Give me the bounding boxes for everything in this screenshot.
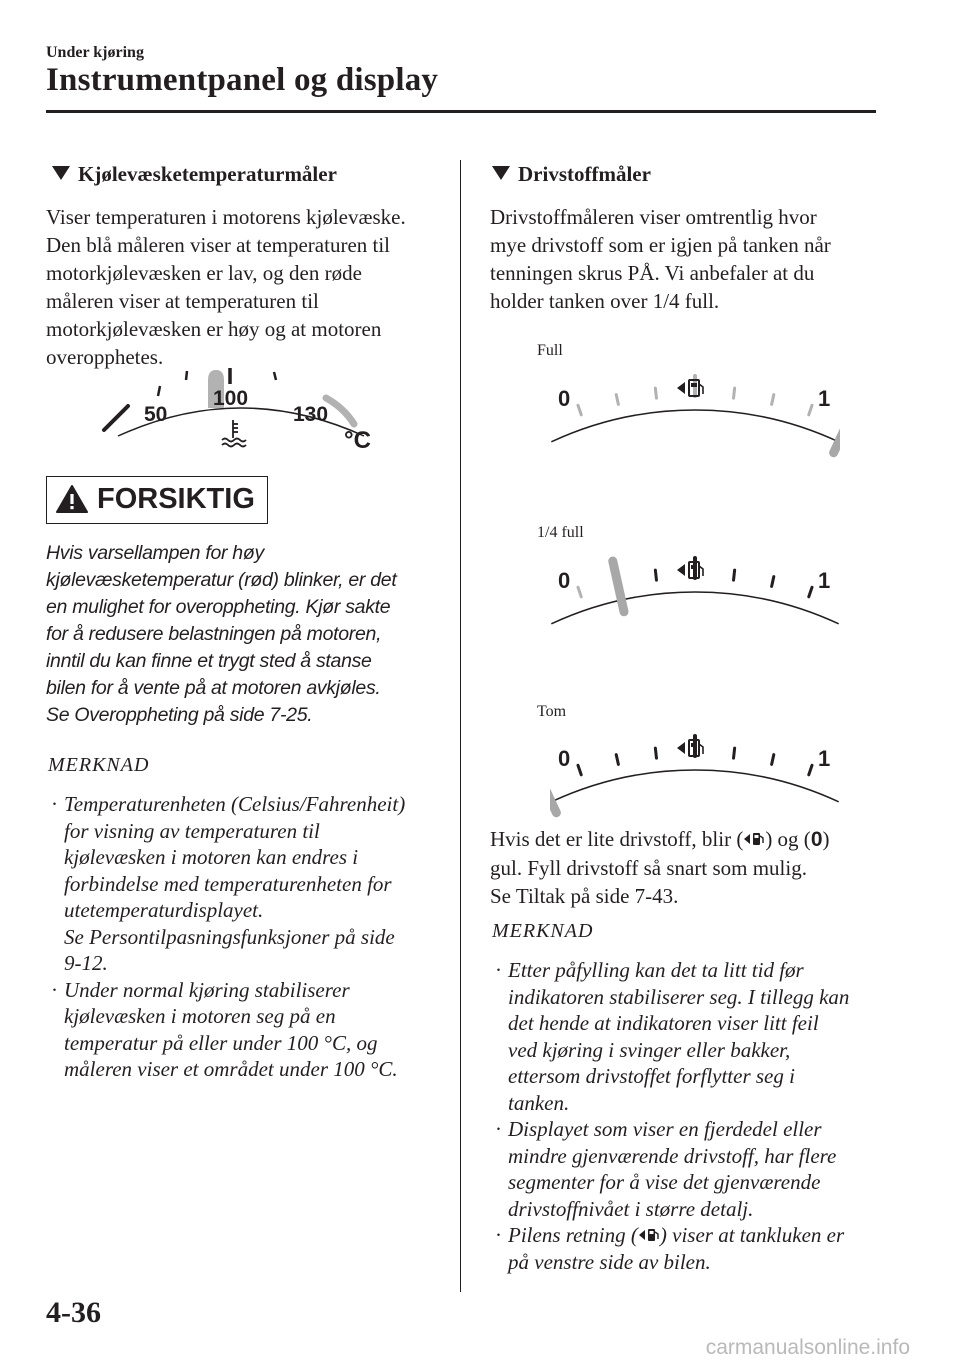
text-line: mindre gjenværende drivstoff, har flere xyxy=(508,1143,837,1168)
text-fragment: ) xyxy=(822,827,830,851)
text-line: mye drivstoff som er igjen på tanken når xyxy=(490,233,831,257)
text-line: kjølevæsketemperatur (rød) blinker, er det xyxy=(46,569,397,591)
bullet: · xyxy=(495,1117,502,1141)
text-line xyxy=(490,825,890,854)
text-line: for å redusere belastningen på motoren, xyxy=(46,623,382,645)
gauge-tick xyxy=(772,755,774,765)
list-item xyxy=(46,791,456,977)
page-number: 4-36 xyxy=(46,1296,101,1329)
zero-indicator: 0 xyxy=(810,828,823,851)
fuel-gauge-heading-text: Drivstoffmåler xyxy=(518,162,651,186)
fuel-pump-icon xyxy=(677,562,703,578)
fuel-pump-icon xyxy=(677,380,703,396)
cross-reference-link[interactable]: Se Tiltak på side 7-43. xyxy=(490,884,679,908)
gauge-arc xyxy=(551,410,838,442)
gauge-arc xyxy=(551,770,838,802)
text-line: motorkjølevæsken er høy og at motoren xyxy=(46,317,382,341)
fuel-gauge-label-empty: Tom xyxy=(537,703,567,720)
text-line: kjølevæsken i motoren seg på en xyxy=(64,1004,336,1028)
section-triangle-icon xyxy=(52,166,70,180)
gauge-label-50: 50 xyxy=(144,403,168,426)
gauge-tick xyxy=(578,405,581,414)
gauge-tick xyxy=(734,748,735,758)
coolant-temperature-icon xyxy=(222,420,246,447)
text-line xyxy=(508,1222,890,1249)
text-line: på venstre side av bilen. xyxy=(508,1249,711,1274)
note-list xyxy=(490,957,890,1275)
column-divider xyxy=(460,160,461,1292)
text-line: utetemperaturdisplayet. xyxy=(64,898,264,922)
cross-reference-link[interactable]: Se Overoppheting på side 7-25. xyxy=(46,704,313,726)
text-line: Temperaturenheten (Celsius/Fahrenheit) xyxy=(64,792,406,816)
coolant-gauge-heading xyxy=(52,162,337,187)
gauge-label-130: 130 xyxy=(293,403,329,426)
list-item xyxy=(490,957,890,1116)
text-line: det hende at indikatoren viser litt feil xyxy=(508,1011,819,1035)
gauge-tick xyxy=(772,395,774,405)
cross-reference-link[interactable]: 9-12. xyxy=(64,951,108,975)
gauge-tick xyxy=(809,405,812,414)
fuel-gauge-empty xyxy=(550,730,840,830)
text-line: holder tanken over 1/4 full. xyxy=(490,289,720,313)
gauge-needle xyxy=(613,561,624,612)
bullet: · xyxy=(51,792,58,816)
fuel-pump-icon xyxy=(743,830,765,848)
gauge-label-min: 0 xyxy=(558,746,571,771)
gauge-label-max: 1 xyxy=(818,386,831,411)
gauge-tick xyxy=(772,577,774,587)
coolant-temperature-gauge xyxy=(96,358,386,458)
text-line: tenningen skrus PÅ. Vi anbefaler at du xyxy=(490,261,815,285)
note-title: MERKNAD xyxy=(48,754,150,776)
gauge-tick xyxy=(655,570,656,580)
bullet: · xyxy=(495,1223,502,1247)
text-line: tanken. xyxy=(508,1090,570,1115)
text-fragment: Hvis det er lite drivstoff, blir ( xyxy=(490,827,744,851)
text-line: overopphetes. xyxy=(46,345,164,369)
text-line: ettersom drivstoffet forflytter seg i xyxy=(508,1064,795,1088)
fuel-gauge-description xyxy=(490,203,890,315)
text-line: Den blå måleren viser at temperaturen til xyxy=(46,233,391,257)
gauge-tick-cold xyxy=(104,406,128,430)
coolant-gauge-heading-text: Kjølevæsketemperaturmåler xyxy=(78,162,337,186)
text-line: motorkjølevæsken er lav, og den røde xyxy=(46,261,362,285)
gauge-tick xyxy=(616,395,618,405)
text-line: gul. Fyll drivstoff så snart som mulig. xyxy=(490,856,807,880)
text-line: inntil du kan finne et trygt sted å stanse xyxy=(46,650,372,672)
gauge-tick xyxy=(186,371,187,380)
bullet: · xyxy=(495,958,502,982)
gauge-needle xyxy=(834,406,840,453)
note-list xyxy=(46,791,456,1083)
text-line: ved kjøring i svinger eller bakker, xyxy=(508,1037,791,1062)
caution-box xyxy=(46,476,268,524)
text-line: temperatur på eller under 100 °C, og xyxy=(64,1030,378,1055)
text-line: Viser temperaturen i motorens kjølevæske. xyxy=(46,205,406,229)
gauge-tick xyxy=(655,748,656,758)
gauge-tick xyxy=(616,755,618,765)
gauge-label-max: 1 xyxy=(818,746,831,771)
gauge-tick xyxy=(809,587,812,596)
gauge-label-max: 1 xyxy=(818,568,831,593)
caution-text xyxy=(46,540,446,729)
gauge-tick xyxy=(578,765,581,774)
gauge-tick xyxy=(158,386,160,396)
gauge-tick xyxy=(274,372,276,380)
fuel-gauge-full xyxy=(550,370,840,470)
text-line: drivstoffnivået i større detalj. xyxy=(508,1196,754,1221)
gauge-arc xyxy=(551,592,838,624)
text-line: forbindelse med temperaturenheten for xyxy=(64,871,392,896)
fuel-gauge-label-full: Full xyxy=(537,342,563,359)
text-line: Etter påfylling kan det ta litt tid før xyxy=(508,958,804,982)
gauge-tick xyxy=(578,587,581,596)
gauge-unit: °C xyxy=(344,427,371,454)
fuel-gauge-heading xyxy=(492,162,651,187)
note-title: MERKNAD xyxy=(492,920,594,942)
gauge-tick xyxy=(655,388,656,398)
list-item xyxy=(490,1222,890,1275)
low-fuel-text xyxy=(490,825,890,910)
cross-reference-link[interactable]: Se Persontilpasningsfunksjoner på side xyxy=(64,924,395,949)
fuel-gauge-quarter xyxy=(550,552,840,652)
gauge-label-min: 0 xyxy=(558,568,571,593)
fuel-pump-icon xyxy=(677,740,703,756)
gauge-tick xyxy=(734,570,735,580)
fuel-gauge-label-quarter: 1/4 full xyxy=(537,524,584,541)
text-fragment: Pilens retning ( xyxy=(508,1223,638,1247)
text-line: segmenter for å vise det gjenværende xyxy=(508,1170,821,1194)
chapter-title: Instrumentpanel og display xyxy=(46,62,439,98)
watermark: carmanualsonline.info xyxy=(705,1336,910,1359)
gauge-label-min: 0 xyxy=(558,386,571,411)
text-line: indikatoren stabiliserer seg. I tillegg kan xyxy=(508,984,850,1009)
list-item xyxy=(46,977,456,1083)
text-line: måleren viser et området under 100 °C. xyxy=(64,1057,398,1081)
text-line: bilen for å vente på at motoren avkjøles. xyxy=(46,677,381,699)
text-line: Displayet som viser en fjerdedel eller xyxy=(508,1117,822,1141)
text-fragment: ) viser at tankluken er xyxy=(659,1223,845,1247)
gauge-tick xyxy=(809,765,812,774)
header-rule xyxy=(46,110,876,113)
text-line: Under normal kjøring stabiliserer xyxy=(64,977,350,1002)
text-line: kjølevæsken i motoren kan endres i xyxy=(64,845,359,869)
coolant-gauge-description xyxy=(46,203,456,371)
section-label: Under kjøring xyxy=(46,44,144,61)
gauge-tick xyxy=(734,388,735,398)
gauge-label-100: 100 xyxy=(213,387,249,410)
gauge-needle xyxy=(550,766,556,813)
text-line: Hvis varsellampen for høy xyxy=(46,542,264,564)
bullet: · xyxy=(51,977,58,1002)
text-line: en mulighet for overoppheting. Kjør sakte xyxy=(46,596,391,618)
fuel-pump-icon xyxy=(638,1226,660,1244)
text-line: for visning av temperaturen til xyxy=(64,818,320,843)
caution-label: FORSIKTIG xyxy=(97,483,255,515)
list-item xyxy=(490,1116,890,1222)
text-line: Drivstoffmåleren viser omtrentlig hvor xyxy=(490,205,817,229)
warning-triangle-icon xyxy=(55,484,89,514)
text-line: måleren viser at temperaturen til xyxy=(46,289,319,313)
section-triangle-icon xyxy=(492,166,510,180)
text-fragment: ) og ( xyxy=(765,827,811,851)
gauge-hot-zone xyxy=(326,398,354,424)
